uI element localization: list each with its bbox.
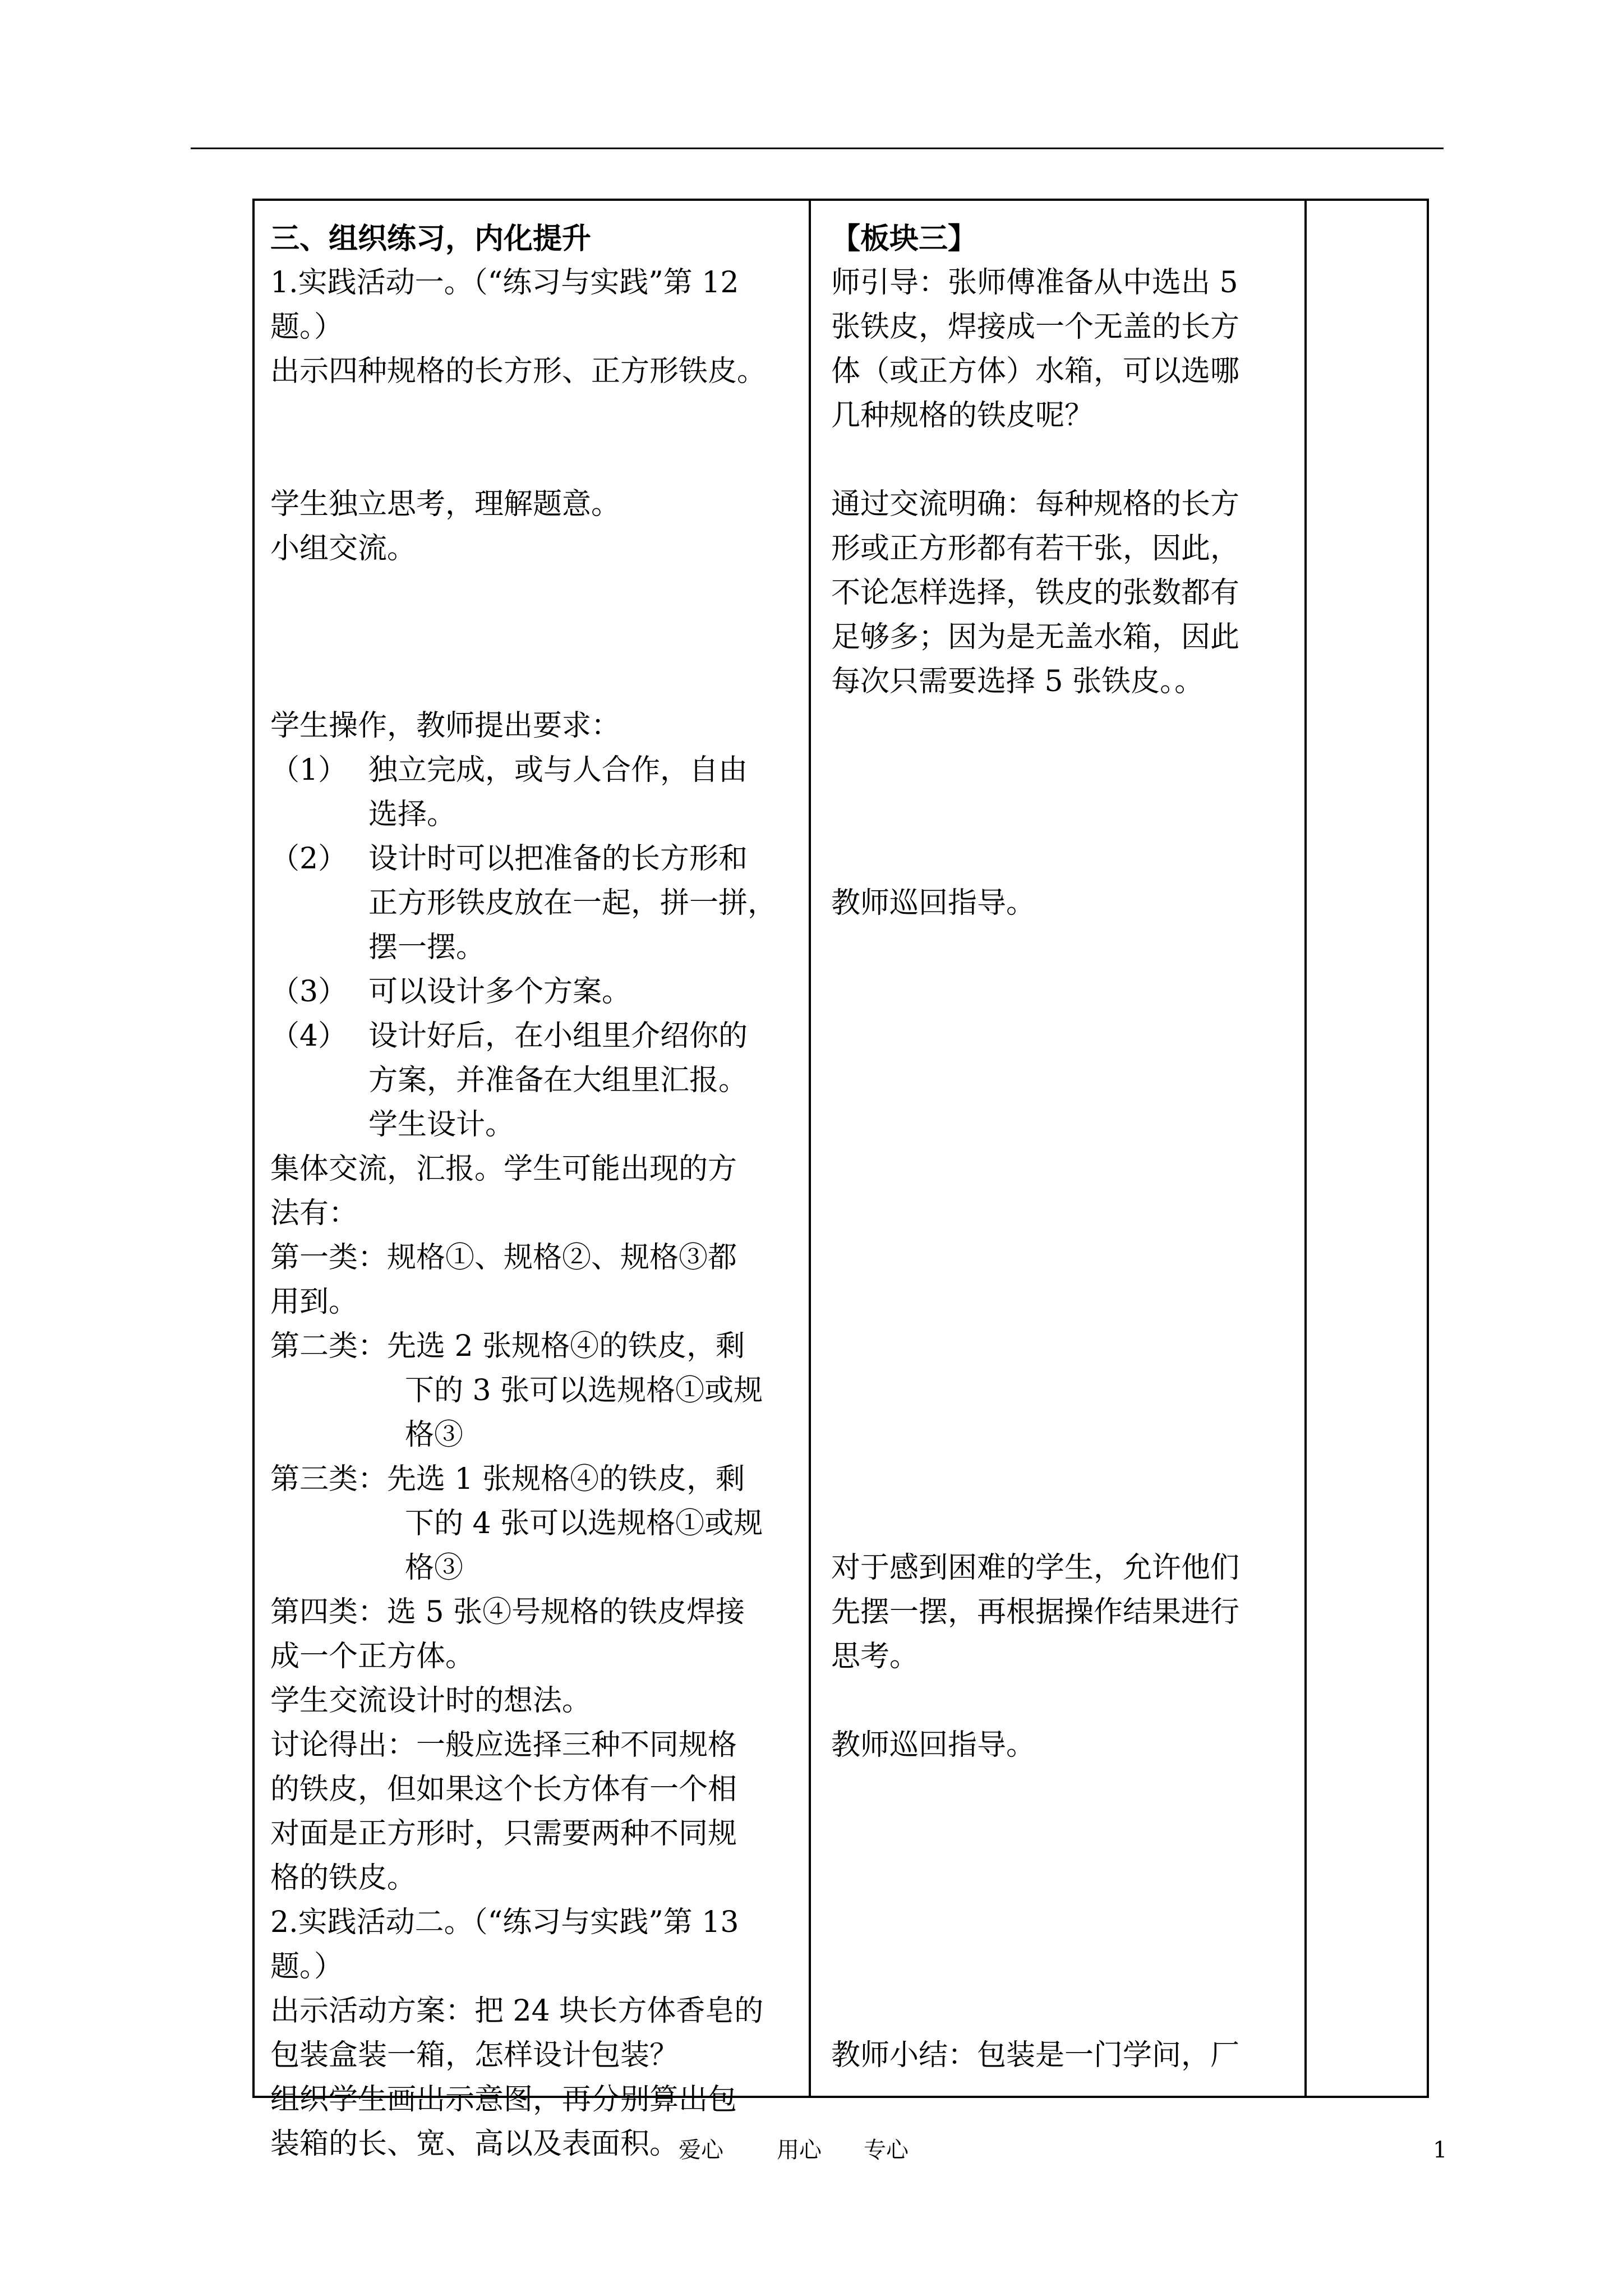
requirement-text: 正方形铁皮放在一起，拼一拼， (368, 886, 777, 920)
students-think: 学生独立思考，理解题意。 (270, 487, 621, 521)
conclusion: 对面是正方形时，只需要两种不同规 (270, 1817, 737, 1851)
method-type-3: 第三类：先选 1 张规格④的铁皮，剩 (270, 1462, 745, 1496)
clarify-text: 形或正方形都有若干张，因此， (831, 532, 1240, 565)
method-type-3: 格③ (405, 1551, 464, 1585)
clarify-text: 每次只需要选择 5 张铁皮。。 (831, 665, 1204, 698)
requirement-4 (270, 1014, 809, 1147)
teacher-requirements: 学生操作，教师提出要求： (270, 709, 621, 743)
block-heading: 【板块三】 (831, 222, 978, 256)
requirement-text: 方案，并准备在大组里汇报。 (368, 1064, 748, 1097)
guide-text: 几种规格的铁皮呢？ (831, 399, 1094, 432)
requirement-1 (270, 748, 809, 837)
conclusion: 讨论得出：一般应选择三种不同规格 (270, 1728, 737, 1762)
report-line: 法有： (270, 1197, 358, 1230)
requirement-number: （2） (270, 842, 348, 876)
guide-text: 体（或正方体）水箱，可以选哪 (831, 355, 1240, 388)
report-line: 集体交流，汇报。学生可能出现的方 (270, 1152, 737, 1186)
clarify-text: 足够多；因为是无盖水箱，因此 (831, 620, 1240, 654)
teacher-guidance-column (831, 217, 1280, 2078)
summary-note: 教师小结：包装是一门学问，厂 (831, 2039, 1240, 2072)
footer-word: 爱心 (679, 2137, 723, 2163)
requirement-3 (270, 970, 809, 1014)
activity2-line1: 2.实践活动二。（“练习与实践”第 13 (270, 1906, 739, 1939)
page-number: 1 (1433, 2137, 1447, 2163)
guide-text: 师引导：张师傅准备从中选出 5 (831, 266, 1238, 300)
difficulty-note: 对于感到困难的学生，允许他们 (831, 1551, 1240, 1585)
conclusion: 格的铁皮。 (270, 1861, 417, 1895)
header-rule (191, 148, 1444, 149)
column-divider-1 (809, 201, 811, 2096)
requirement-text: 设计时可以把准备的长方形和 (368, 842, 748, 876)
guide-text: 张铁皮，焊接成一个无盖的长方 (831, 310, 1240, 344)
method-type-4: 第四类：选 5 张④号规格的铁皮焊接 (270, 1595, 745, 1629)
share-ideas: 学生交流设计时的想法。 (270, 1684, 592, 1718)
requirement-text: 独立完成，或与人合作，自由 (368, 753, 748, 787)
draw-instruction: 组织学生画出示意图，再分别算出包 (270, 2083, 737, 2116)
conclusion: 的铁皮，但如果这个长方体有一个相 (270, 1773, 737, 1806)
column-divider-2 (1304, 201, 1307, 2096)
requirement-number: （4） (270, 1019, 348, 1053)
patrol-note: 教师巡回指导。 (831, 886, 1036, 920)
activity1-line2: 题。） (270, 310, 344, 344)
difficulty-note: 先摆一摆，再根据操作结果进行 (831, 1595, 1240, 1629)
method-type-2: 格③ (405, 1418, 464, 1452)
requirement-text: 选择。 (368, 798, 457, 831)
clarify-text: 不论怎样选择，铁皮的张数都有 (831, 576, 1240, 610)
activity2-line2: 题。） (270, 1950, 344, 1984)
difficulty-note: 思考。 (831, 1640, 919, 1673)
requirement-2 (270, 837, 809, 970)
requirement-number: （3） (270, 975, 348, 1009)
patrol-note: 教师巡回指导。 (831, 1728, 1036, 1762)
requirement-text: 学生设计。 (368, 1108, 515, 1142)
requirement-text: 设计好后，在小组里介绍你的 (368, 1019, 748, 1053)
method-type-2: 第二类：先选 2 张规格④的铁皮，剩 (270, 1329, 745, 1363)
footer-word: 专心 (864, 2137, 909, 2163)
requirement-text: 摆一摆。 (368, 931, 486, 964)
plan: 出示活动方案：把 24 块长方体香皂的 (270, 1994, 764, 2028)
clarify-text: 通过交流明确：每种规格的长方 (831, 487, 1240, 521)
plan: 包装盒装一箱，怎样设计包装？ (270, 2039, 679, 2072)
footer-word: 用心 (777, 2137, 822, 2163)
section-heading: 三、组织练习，内化提升 (270, 222, 592, 256)
method-type-2: 下的 3 张可以选规格①或规 (405, 1374, 763, 1407)
requirement-text: 可以设计多个方案。 (368, 975, 631, 1009)
method-type-4: 成一个正方体。 (270, 1640, 475, 1673)
show-specs: 出示四种规格的长方形、正方形铁皮。 (270, 355, 767, 388)
requirement-number: （1） (270, 753, 348, 787)
method-type-3: 下的 4 张可以选规格①或规 (405, 1507, 763, 1540)
student-activity-column (270, 217, 809, 2166)
group-exchange: 小组交流。 (270, 532, 417, 565)
draw-instruction: 装箱的长、宽、高以及表面积。 (270, 2127, 679, 2161)
method-type-1: 第一类：规格①、规格②、规格③都 (270, 1241, 737, 1274)
activity1-line1: 1.实践活动一。（“练习与实践”第 12 (270, 266, 739, 300)
method-type-1: 用到。 (270, 1285, 358, 1319)
